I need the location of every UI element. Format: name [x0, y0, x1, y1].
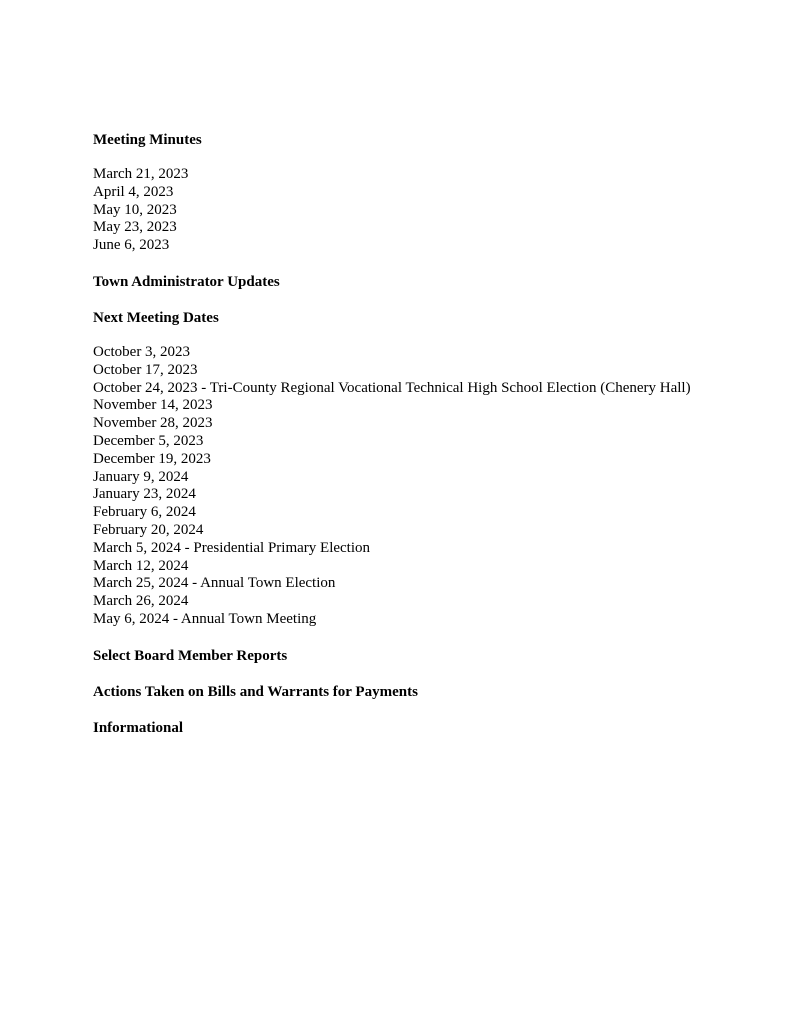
section-heading: Actions Taken on Bills and Warrants for Payments: [93, 683, 418, 700]
section-heading: Select Board Member Reports: [93, 647, 288, 664]
list-item: March 21, 2023: [93, 166, 189, 182]
list-item: December 5, 2023: [93, 432, 204, 449]
section-heading: Town Administrator Updates: [93, 273, 280, 290]
section-heading: Meeting Minutes: [93, 132, 202, 148]
list-item: March 12, 2024: [93, 557, 189, 574]
meeting-dates-list: [93, 344, 733, 629]
section-town-administrator-updates: [93, 273, 733, 309]
list-item: October 17, 2023: [93, 361, 198, 378]
section-next-meeting-dates: [93, 309, 733, 629]
section-informational: [93, 719, 733, 737]
document-page: [93, 131, 733, 737]
list-item: January 23, 2024: [93, 486, 196, 503]
list-item: April 4, 2023: [93, 183, 174, 200]
list-item: November 14, 2023: [93, 397, 213, 414]
section-select-board-member-reports: [93, 647, 733, 683]
meeting-minutes-list: [93, 166, 733, 255]
list-item: March 5, 2024 - Presidential Primary Election: [93, 539, 371, 556]
list-item: February 6, 2024: [93, 504, 196, 521]
list-item: January 9, 2024: [93, 468, 189, 485]
list-item: May 23, 2023: [93, 219, 177, 236]
section-actions-taken: [93, 683, 733, 719]
list-item: March 25, 2024 - Annual Town Election: [93, 575, 336, 592]
list-item: June 6, 2023: [93, 237, 170, 254]
list-item: February 20, 2024: [93, 521, 204, 538]
list-item: May 6, 2024 - Annual Town Meeting: [93, 610, 317, 627]
list-item: October 3, 2023: [93, 343, 191, 360]
list-item: November 28, 2023: [93, 415, 213, 432]
list-item: October 24, 2023 - Tri-County Regional Vocational Technical High School Election (Chenery Hall): [93, 379, 691, 396]
section-meeting-minutes: [93, 131, 733, 255]
list-item: March 26, 2024: [93, 593, 189, 610]
section-heading: Informational: [93, 719, 183, 736]
list-item: December 19, 2023: [93, 450, 211, 467]
section-heading: Next Meeting Dates: [93, 309, 219, 326]
list-item: May 10, 2023: [93, 201, 177, 218]
